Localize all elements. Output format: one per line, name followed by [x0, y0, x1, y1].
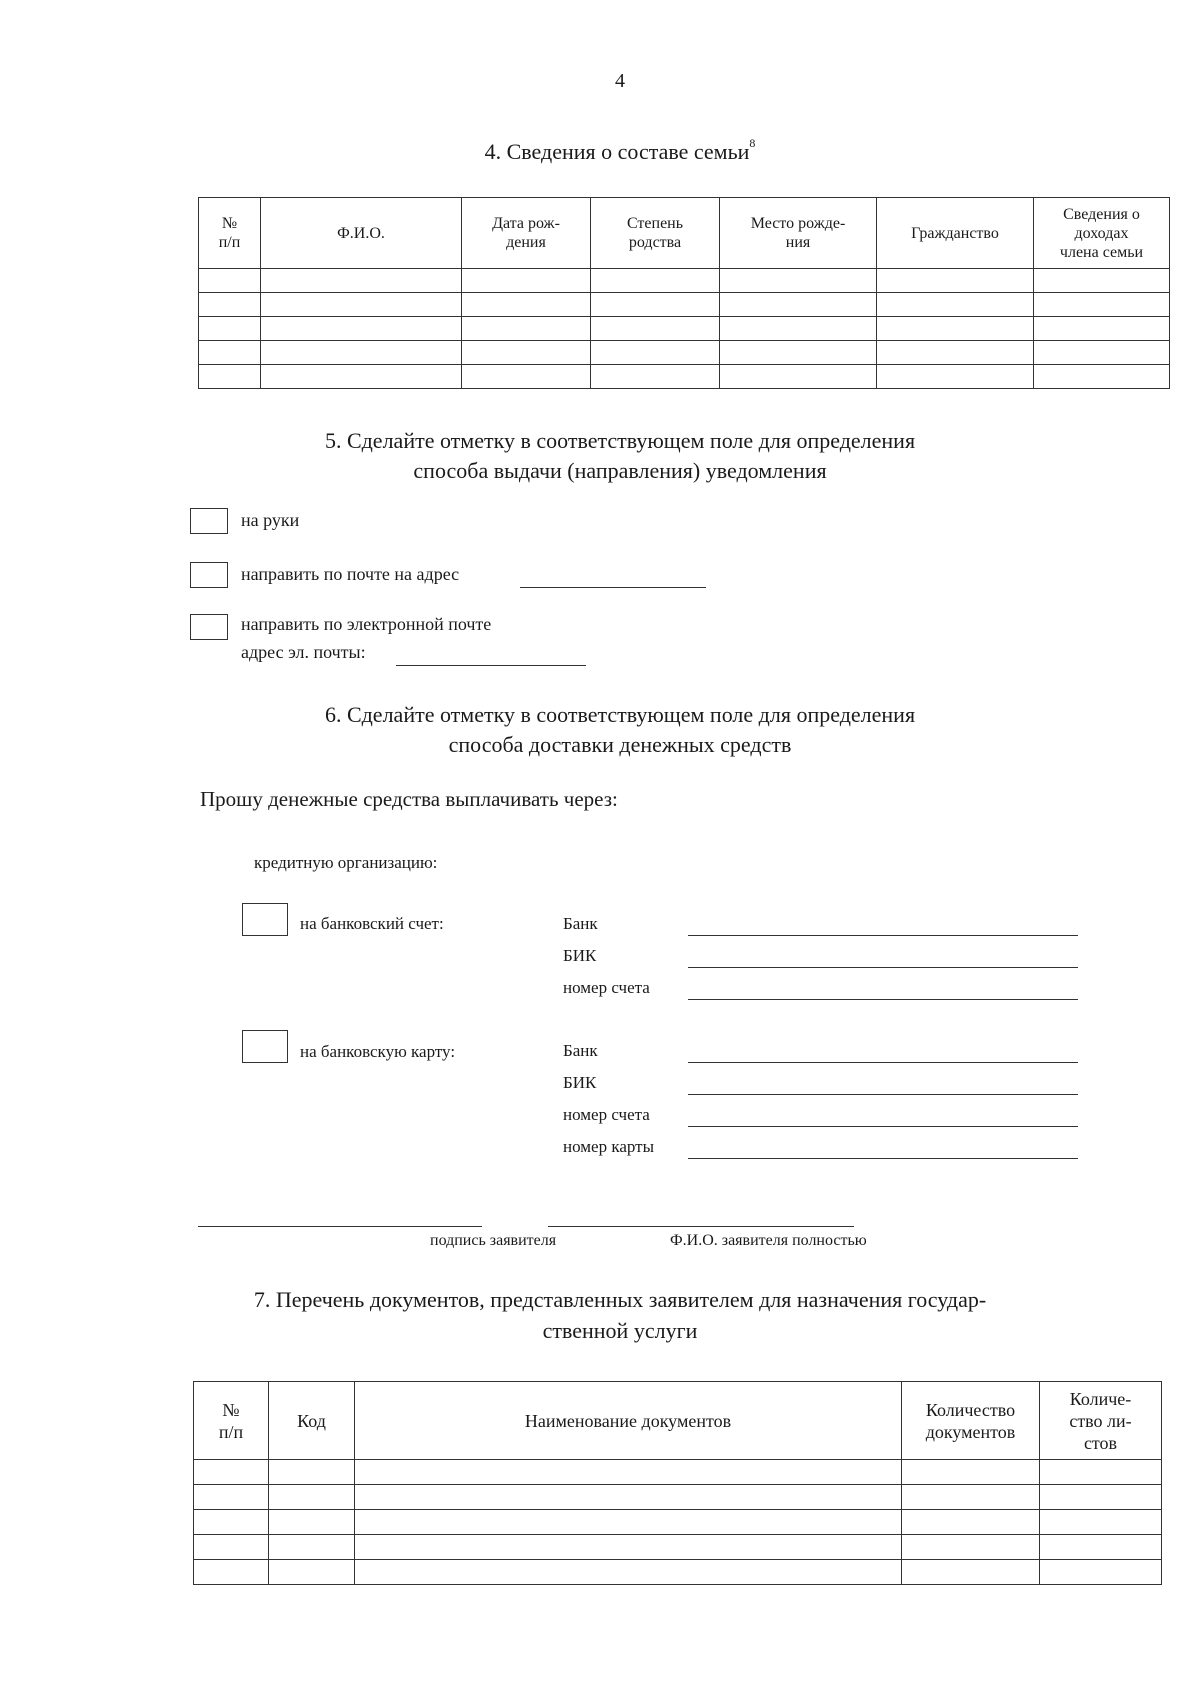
table-cell[interactable]	[194, 1535, 269, 1560]
table-cell[interactable]	[1034, 341, 1170, 365]
table-cell[interactable]	[261, 269, 462, 293]
header-cell: № п/п	[194, 1382, 269, 1460]
bank-account-label: на банковский счет:	[300, 914, 444, 933]
section-7-title-line1: 7. Перечень документов, представленных заявителем для назначения государ-	[253, 1287, 987, 1312]
full-name-caption: Ф.И.О. заявителя полностью	[670, 1232, 867, 1249]
documents-table	[193, 1381, 1162, 1585]
credit-org-label: кредитную организацию:	[254, 853, 438, 872]
table-cell[interactable]	[902, 1485, 1040, 1510]
table-cell[interactable]	[355, 1460, 902, 1485]
table-cell[interactable]	[1040, 1485, 1162, 1510]
table-row	[194, 1535, 1162, 1560]
header-cell: Гражданство	[877, 198, 1034, 269]
email-address-label: адрес эл. почты:	[241, 642, 366, 662]
option-email-label: направить по электронной почте	[241, 614, 492, 634]
card-account-number-label: номер счета	[563, 1105, 650, 1124]
header-cell: Код	[269, 1382, 355, 1460]
table-row	[194, 1510, 1162, 1535]
email-address-line[interactable]	[396, 665, 586, 666]
header-cell: Сведения о доходах члена семьи	[1034, 198, 1170, 269]
page-number: 4	[615, 70, 625, 92]
checkbox-mail[interactable]	[190, 562, 228, 588]
table-cell[interactable]	[1040, 1560, 1162, 1585]
section-6-title-line1: 6. Сделайте отметку в соответствующем поле для определения	[324, 702, 916, 727]
table-cell[interactable]	[462, 293, 591, 317]
account-number-line[interactable]	[688, 999, 1078, 1000]
account-bank-label: Банк	[563, 914, 598, 933]
account-bank-line[interactable]	[688, 935, 1078, 936]
table-cell[interactable]	[355, 1510, 902, 1535]
card-bik-line[interactable]	[688, 1094, 1078, 1095]
table-cell[interactable]	[591, 365, 720, 389]
table-cell[interactable]	[269, 1460, 355, 1485]
table-row	[194, 1560, 1162, 1585]
account-bik-label: БИК	[563, 946, 597, 965]
payment-request-text: Прошу денежные средства выплачивать через:	[200, 787, 618, 811]
table-cell[interactable]	[591, 317, 720, 341]
table-cell[interactable]	[355, 1535, 902, 1560]
table-cell[interactable]	[261, 341, 462, 365]
table-row	[199, 269, 1170, 293]
table-row	[199, 317, 1170, 341]
table-cell[interactable]	[269, 1485, 355, 1510]
table-cell[interactable]	[199, 341, 261, 365]
checkbox-email[interactable]	[190, 614, 228, 640]
table-row	[199, 341, 1170, 365]
table-cell[interactable]	[462, 269, 591, 293]
table-cell[interactable]	[462, 317, 591, 341]
card-number-line[interactable]	[688, 1158, 1078, 1159]
table-cell[interactable]	[269, 1535, 355, 1560]
table-cell[interactable]	[720, 317, 877, 341]
family-table	[198, 197, 1170, 389]
family-table-header	[199, 198, 1170, 269]
header-cell: № п/п	[199, 198, 261, 269]
table-cell[interactable]	[355, 1485, 902, 1510]
card-bank-line[interactable]	[688, 1062, 1078, 1063]
header-cell: Дата рож- дения	[462, 198, 591, 269]
table-cell[interactable]	[269, 1560, 355, 1585]
card-bank-label: Банк	[563, 1041, 598, 1060]
card-bik-label: БИК	[563, 1073, 597, 1092]
section-5-title-line1: 5. Сделайте отметку в соответствующем поле для определения	[324, 428, 916, 453]
table-row	[194, 1460, 1162, 1485]
full-name-line[interactable]	[548, 1226, 854, 1227]
table-cell[interactable]	[199, 365, 261, 389]
table-cell[interactable]	[462, 341, 591, 365]
signature-line[interactable]	[198, 1226, 482, 1227]
table-row	[199, 365, 1170, 389]
table-cell[interactable]	[902, 1460, 1040, 1485]
table-cell[interactable]	[720, 269, 877, 293]
checkbox-bank-account[interactable]	[242, 903, 288, 936]
table-cell[interactable]	[199, 293, 261, 317]
table-cell[interactable]	[261, 317, 462, 341]
table-cell[interactable]	[355, 1560, 902, 1585]
table-cell[interactable]	[720, 365, 877, 389]
table-cell[interactable]	[194, 1460, 269, 1485]
header-cell: Степень родства	[591, 198, 720, 269]
table-cell[interactable]	[194, 1485, 269, 1510]
checkbox-bank-card[interactable]	[242, 1030, 288, 1063]
table-cell[interactable]	[1040, 1460, 1162, 1485]
table-cell[interactable]	[462, 365, 591, 389]
header-cell: Ф.И.О.	[261, 198, 462, 269]
table-cell[interactable]	[194, 1560, 269, 1585]
table-cell[interactable]	[720, 293, 877, 317]
header-cell: Место рожде- ния	[720, 198, 877, 269]
table-cell[interactable]	[720, 341, 877, 365]
table-cell[interactable]	[1034, 269, 1170, 293]
table-cell[interactable]	[261, 293, 462, 317]
table-cell[interactable]	[877, 293, 1034, 317]
table-cell[interactable]	[194, 1510, 269, 1535]
section-5-title-line2: способа выдачи (направления) уведомления	[413, 458, 827, 483]
bank-card-label: на банковскую карту:	[300, 1042, 456, 1061]
table-cell[interactable]	[269, 1510, 355, 1535]
table-cell[interactable]	[1040, 1510, 1162, 1535]
table-cell[interactable]	[877, 341, 1034, 365]
option-mail-label: направить по почте на адрес	[241, 564, 460, 584]
table-row	[194, 1485, 1162, 1510]
footnote-marker: 8	[749, 136, 756, 150]
signature-caption: подпись заявителя	[430, 1232, 557, 1249]
account-number-label: номер счета	[563, 978, 650, 997]
table-cell[interactable]	[1040, 1535, 1162, 1560]
table-cell[interactable]	[877, 365, 1034, 389]
card-account-number-line[interactable]	[688, 1126, 1078, 1127]
table-cell[interactable]	[1034, 365, 1170, 389]
table-cell[interactable]	[902, 1560, 1040, 1585]
table-cell[interactable]	[1034, 293, 1170, 317]
table-cell[interactable]	[877, 269, 1034, 293]
table-cell[interactable]	[199, 317, 261, 341]
table-cell[interactable]	[591, 269, 720, 293]
table-cell[interactable]	[902, 1535, 1040, 1560]
header-cell: Количество документов	[902, 1382, 1040, 1460]
table-cell[interactable]	[591, 293, 720, 317]
header-cell: Наименование документов	[355, 1382, 902, 1460]
table-cell[interactable]	[902, 1510, 1040, 1535]
section-4-title-text: 4. Сведения о составе семьи	[484, 139, 750, 164]
documents-table-header	[194, 1382, 1162, 1460]
table-cell[interactable]	[199, 269, 261, 293]
checkbox-hand[interactable]	[190, 508, 228, 534]
mail-address-line[interactable]	[520, 587, 706, 588]
table-cell[interactable]	[877, 317, 1034, 341]
section-4-title	[0, 128, 1200, 167]
option-hand-label: на руки	[241, 510, 300, 530]
table-row	[199, 293, 1170, 317]
section-6-title-line2: способа доставки денежных средств	[448, 732, 792, 757]
card-number-label: номер карты	[563, 1137, 655, 1156]
section-7-title-line2: ственной услуги	[542, 1318, 698, 1343]
table-cell[interactable]	[591, 341, 720, 365]
table-cell[interactable]	[1034, 317, 1170, 341]
account-bik-line[interactable]	[688, 967, 1078, 968]
header-cell: Количе- ство ли- стов	[1040, 1382, 1162, 1460]
table-cell[interactable]	[261, 365, 462, 389]
